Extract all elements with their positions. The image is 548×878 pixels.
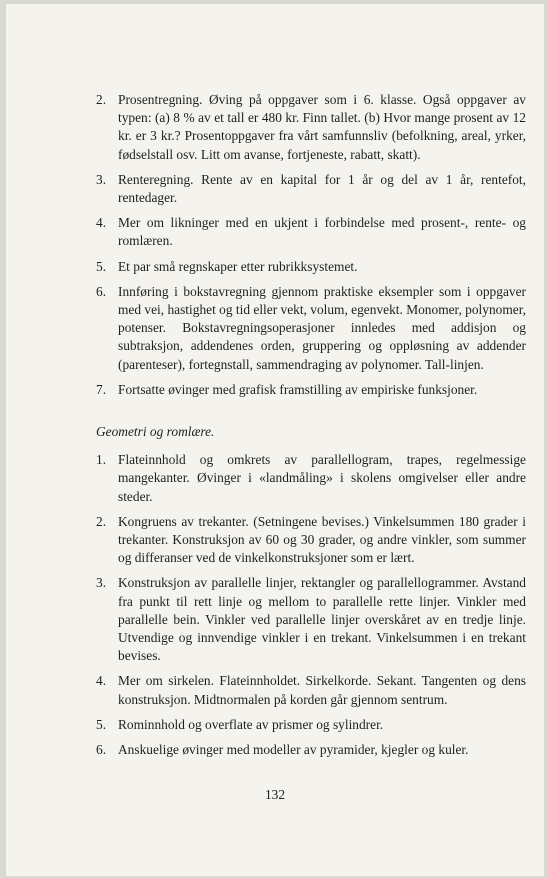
item-text: Innføring i bokstavregning gjennom praktiske eksempler som i oppgaver med vei, hastighet og tid eller vekt, volum, egenvekt. Monomer, polynomer, potenser. Bokstavregningsoperasjoner innledes med addisjon og subtraksjon, addendenes orden, gruppering og oppløsning av addender (parenteser), fortegnstall, sammendraging av polynomer. Tall-linjen. <box>118 283 526 372</box>
item-text: Fortsatte øvinger med grafisk framstilling av empiriske funksjoner. <box>118 381 478 397</box>
item-number: 5. <box>96 258 107 274</box>
item-text: Et par små regnskaper etter rubrikksystemet. <box>118 258 358 274</box>
item-text: Kongruens av trekanter. (Setningene bevises.) Vinkelsummen 180 grader i trekanter. Konstruksjon av 60 og 30 grader, og andre vinkler, som summer og differanser ved de vinkelkonstruksjoner som er lært. <box>118 513 526 566</box>
geometry-list <box>96 451 526 759</box>
list-item <box>96 574 526 665</box>
list-item <box>96 171 526 207</box>
list-item <box>96 513 526 568</box>
list-item <box>96 381 526 399</box>
item-text: Rominnhold og overflate av prismer og sylindrer. <box>118 716 384 732</box>
item-number: 6. <box>96 742 107 758</box>
item-number: 1. <box>96 452 107 468</box>
item-number: 6. <box>96 283 107 299</box>
page-number: 132 <box>264 787 286 802</box>
list-item <box>96 258 526 276</box>
list-item <box>96 283 526 374</box>
item-text: Renteregning. Rente av en kapital for 1 år og del av 1 år, rentefot, rentedager. <box>118 171 526 206</box>
item-number: 5. <box>96 716 107 732</box>
list-item <box>96 716 526 734</box>
item-text: Anskuelige øvinger med modeller av pyramider, kjegler og kuler. <box>118 742 469 758</box>
list-item <box>96 741 526 759</box>
item-text: Prosentregning. Øving på oppgaver som i 6. klasse. Også oppgaver av typen: (a) 8 % av et tall er 480 kr. Finn tallet. (b) Hvor mange prosent av 12 kr. er 3 kr.? Prosentoppgaver fra vårt samfunnsliv (befolkning, areal, yrker, fødselstall osv. Litt om avanse, fortjeneste, rabatt, skatt). <box>118 92 526 162</box>
item-number: 2. <box>96 513 107 529</box>
list-item <box>96 672 526 708</box>
item-text: Konstruksjon av parallelle linjer, rektangler og parallellogrammer. Avstand fra punkt til rett linje og mellom to parallelle rette linjer. Vinkler med parallelle bein. Vinkler ved parallelle linjer overskåret av en tredje linje. Utvendige og innvendige vinkler i en trekant. Vinkelsummen i en trekant bevises. <box>118 575 526 664</box>
item-text: Mer om likninger med en ukjent i forbindelse med prosent-, rente- og romlæren. <box>118 215 526 249</box>
item-text: Flateinnhold og omkrets av parallellogram, trapes, regelmessige mangekanter. Øvinger i «landmåling» i skolens omgivelser eller andre steder. <box>118 452 526 504</box>
item-text: Mer om sirkelen. Flateinnholdet. Sirkelkorde. Sekant. Tangenten og dens konstruksjon. Midtnormalen på korden går gjennom sentrum. <box>118 673 526 707</box>
arithmetic-list <box>96 91 526 399</box>
item-number: 2. <box>96 92 107 107</box>
list-item <box>96 91 526 164</box>
item-number: 3. <box>96 575 107 591</box>
book-page <box>6 4 544 876</box>
item-number: 3. <box>96 171 107 187</box>
item-number: 4. <box>96 215 107 231</box>
list-item <box>96 214 526 250</box>
page-content <box>96 91 526 766</box>
section-heading: Geometri og romlære. <box>96 424 215 440</box>
item-number: 4. <box>96 673 107 689</box>
item-number: 7. <box>96 381 107 397</box>
list-item <box>96 451 526 506</box>
